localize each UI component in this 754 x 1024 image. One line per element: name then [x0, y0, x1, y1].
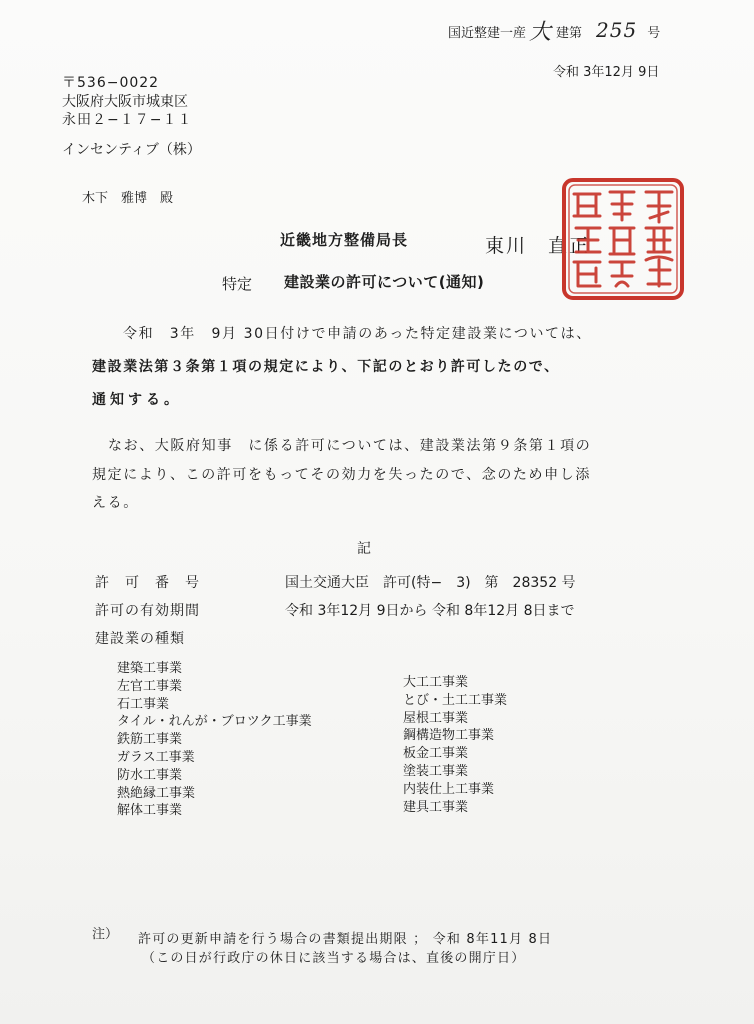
issue-date: 令和 3年12月 9日	[553, 65, 660, 80]
body-paragraph1-line3: 通知する。	[92, 392, 182, 408]
list-item: 石工事業	[117, 696, 170, 712]
body-paragraph2-line3: える。	[92, 495, 139, 511]
permit-number-label: 許 可 番 号	[95, 575, 200, 591]
list-item: 板金工事業	[403, 746, 469, 762]
subject-prefix: 特定	[222, 275, 253, 293]
recipient-postal-code: 〒536−0022	[62, 75, 160, 91]
body-paragraph1-line2: 建設業法第３条第１項の規定により、下記のとおり許可したので、	[92, 359, 560, 375]
list-item: 建具工事業	[403, 799, 469, 815]
list-item: 鋼構造物工事業	[403, 728, 495, 744]
list-item: 鉄筋工事業	[117, 732, 183, 748]
list-item: 内装仕上工事業	[403, 781, 495, 797]
document-number-handwritten-value: 255	[596, 18, 638, 42]
subject-title: 建設業の許可について(通知)	[284, 273, 485, 291]
list-item: ガラス工事業	[117, 749, 195, 765]
list-item: 大工工事業	[403, 675, 469, 690]
official-seal	[560, 176, 686, 302]
recipient-address-line1: 大阪府大阪市城東区	[62, 94, 188, 110]
document-number-mid: 建第	[556, 26, 583, 41]
note-label: 注）	[92, 927, 119, 942]
issuer-name: 東川 直正	[485, 235, 591, 257]
recipient-name: 木下 雅博 殿	[82, 191, 174, 206]
ki-heading: 記	[357, 541, 371, 557]
official-seal-graphic	[560, 176, 686, 302]
valid-period-value: 令和 3年12月 9日から 令和 8年12月 8日まで	[285, 603, 575, 619]
document-number-handwritten: 大	[529, 20, 552, 45]
construction-types-right	[403, 674, 507, 816]
document-number	[448, 13, 660, 44]
list-item: 屋根工事業	[403, 710, 469, 726]
body-paragraph2-line1: なお、大阪府知事 に係る許可については、建設業法第９条第１項の	[108, 438, 592, 454]
recipient-address-line2: 永田２−１７−１１	[62, 112, 193, 128]
list-item: とび・土工工事業	[403, 692, 508, 708]
valid-period-label: 許可の有効期間	[95, 603, 200, 619]
document-number-prefix: 国近整建一産	[448, 26, 527, 41]
list-item: タイル・れんが・ブロツク工事業	[117, 714, 312, 730]
document-number-suffix: 号	[647, 26, 661, 41]
list-item: 防水工事業	[117, 767, 183, 783]
note-line1: 許可の更新申請を行う場合の書類提出期限 ； 令和 8年11月 8日	[138, 932, 553, 947]
body-paragraph2-line2: 規定により、この許可をもってその効力を失ったので、念のため申し添	[92, 467, 591, 483]
list-item: 塗装工事業	[403, 763, 469, 779]
list-item: 建築工事業	[117, 661, 183, 676]
permit-number-value: 国土交通大臣 許可(特− 3) 第 28352 号	[285, 575, 576, 591]
recipient-company: インセンティブ（株）	[62, 142, 201, 158]
body-paragraph1-line1: 令和 3年 9月 30日付けで申請のあった特定建設業については、	[123, 326, 592, 342]
list-item: 熱絶縁工事業	[117, 785, 196, 801]
note-line2: （この日が行政庁の休日に該当する場合は、直後の開庁日）	[142, 951, 526, 966]
construction-types-label: 建設業の種類	[95, 631, 185, 647]
construction-types-left	[117, 660, 312, 820]
list-item: 解体工事業	[117, 803, 183, 819]
issuer-office: 近畿地方整備局長	[280, 231, 409, 249]
list-item: 左官工事業	[117, 678, 183, 694]
